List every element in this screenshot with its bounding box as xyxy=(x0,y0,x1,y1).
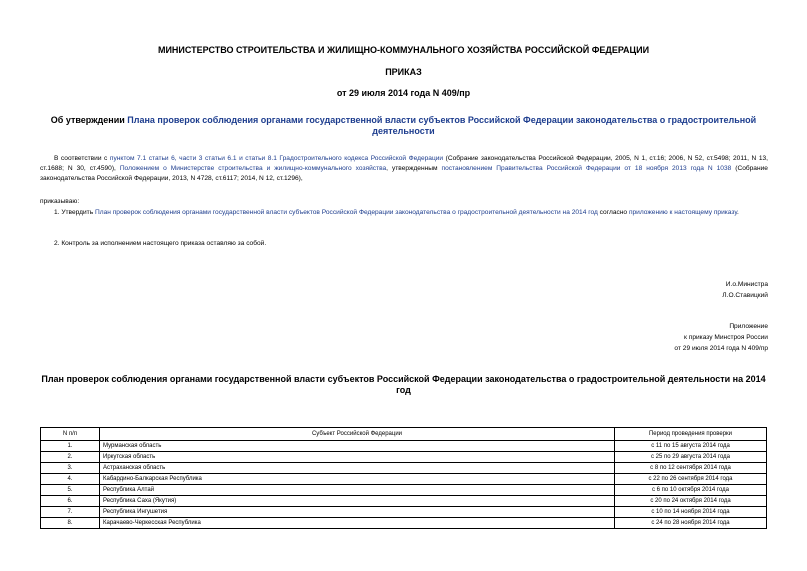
regulation-link[interactable]: Положением о Министерстве строительства и жилищно-коммунального хозяйства xyxy=(119,165,387,172)
preamble-text: (Собрание законодательства Российской Федерации, 2013, N 4728, ст.6117; 2014, N 12, ст.1296), xyxy=(40,165,768,182)
row-number: 7. xyxy=(41,507,100,518)
plan-link-cont[interactable]: деятельности xyxy=(372,126,435,136)
preamble-text: (Собрание законодательства Российской Федерации, 2005, N 1, ст.16; 2006, N 52, xyxy=(443,155,705,162)
government-decree-link[interactable]: постановлением Правительства Российской Федерации от 18 ноября 2013 xyxy=(441,165,687,172)
row-number: 5. xyxy=(41,485,100,496)
row-subject: Иркутская область xyxy=(100,452,615,463)
table-row xyxy=(41,441,767,452)
row-number: 8. xyxy=(41,518,100,529)
row-subject: Республика Саха (Якутия) xyxy=(100,496,615,507)
item-text: 1. Утвердить xyxy=(54,209,95,216)
appendix-label: Приложение xyxy=(729,323,768,330)
plan-title-line: год xyxy=(396,385,411,395)
table-row xyxy=(41,452,767,463)
item-text: согласно xyxy=(597,209,629,216)
row-period: с 25 по 29 августа 2014 года xyxy=(615,452,767,463)
document-type: ПРИКАЗ xyxy=(385,67,422,77)
row-number: 6. xyxy=(41,496,100,507)
appendix-link[interactable]: приложению к xyxy=(628,209,673,216)
row-subject: Карачаево-Черкесская Республика xyxy=(100,518,615,529)
appendix-link-cont[interactable]: настоящему приказу xyxy=(674,209,737,216)
header-subject: Субъект Российской Федерации xyxy=(100,428,615,441)
plan-approve-link[interactable]: План проверок соблюдения органами государственной власти субъектов Российской Федерации законодательства о градостроительной деятельности на 2014 год xyxy=(94,209,598,216)
gradcode-link[interactable]: пунктом 7.1 статьи 6, части 3 статьи 6.1 и статьи 8.1 Градостроительного кодекса Российской Федерации xyxy=(109,155,444,162)
row-subject: Астраханская область xyxy=(100,463,615,474)
preamble-text: , утвержденным xyxy=(386,165,442,172)
order-item-2: 2. Контроль за исполнением настоящего приказа оставляю за собой. xyxy=(54,240,267,247)
plan-link[interactable]: Плана проверок соблюдения органами государственной власти субъектов Российской Федерации законодательства о градостроительной xyxy=(127,115,757,125)
row-number: 4. xyxy=(41,474,100,485)
item-text: . xyxy=(736,209,739,216)
row-number: 1. xyxy=(41,441,100,452)
plan-title-line: План проверок соблюдения органами государственной власти субъектов Российской Федерации законодательства о градостроительной деятельности на 2014 xyxy=(41,374,766,384)
row-number: 2. xyxy=(41,452,100,463)
row-subject: Мурманская область xyxy=(100,441,615,452)
government-decree-link-cont[interactable]: года N 1038 xyxy=(690,165,732,172)
header-number: N п/п xyxy=(41,428,100,441)
table-header-row xyxy=(41,428,767,441)
order-item-1 xyxy=(40,208,768,218)
appendix-date: от 29 июля 2014 года N 409/пр xyxy=(674,345,768,352)
table-row xyxy=(41,507,767,518)
order-word: приказываю: xyxy=(40,198,80,205)
header-period: Период проведения проверки xyxy=(615,428,767,441)
order-date-number: от 29 июля 2014 года N 409/пр xyxy=(336,88,471,98)
table-row xyxy=(41,463,767,474)
row-period: с 24 по 28 ноября 2014 года xyxy=(615,518,767,529)
table-row xyxy=(41,485,767,496)
table-row xyxy=(41,518,767,529)
preamble-paragraph xyxy=(40,154,768,184)
plan-title xyxy=(0,374,807,396)
row-period: с 6 по 10 октября 2014 года xyxy=(615,485,767,496)
appendix-reference: к приказу Минстроя России xyxy=(684,334,768,341)
row-number: 3. xyxy=(41,463,100,474)
plan-table xyxy=(40,427,767,529)
order-title xyxy=(0,115,807,137)
row-period: с 22 по 26 сентября 2014 года xyxy=(615,474,767,485)
table-row xyxy=(41,474,767,485)
table-row xyxy=(41,496,767,507)
row-subject: Кабардино-Балкарская Республика xyxy=(100,474,615,485)
signature-position: И.о.Министра xyxy=(725,281,768,288)
row-subject: Республика Ингушетия xyxy=(100,507,615,518)
ministry-title: МИНИСТЕРСТВО СТРОИТЕЛЬСТВА И ЖИЛИЩНО-КОММУНАЛЬНОГО ХОЗЯЙСТВА РОССИЙСКОЙ ФЕДЕРАЦИИ xyxy=(157,45,650,55)
signature-name: Л.О.Ставицкий xyxy=(722,292,768,299)
row-period: с 8 по 12 сентября 2014 года xyxy=(615,463,767,474)
row-subject: Республика Алтай xyxy=(100,485,615,496)
row-period: с 10 по 14 ноября 2014 года xyxy=(615,507,767,518)
preamble-text: ст.5498; 2011, N 13, ст.1688; N 30, ст.4590), xyxy=(40,155,768,172)
row-period: с 11 по 15 августа 2014 года xyxy=(615,441,767,452)
order-title-prefix: Об утверждении xyxy=(50,115,128,125)
row-period: с 20 по 24 октября 2014 года xyxy=(615,496,767,507)
preamble-text: В соответствии с xyxy=(54,155,110,162)
